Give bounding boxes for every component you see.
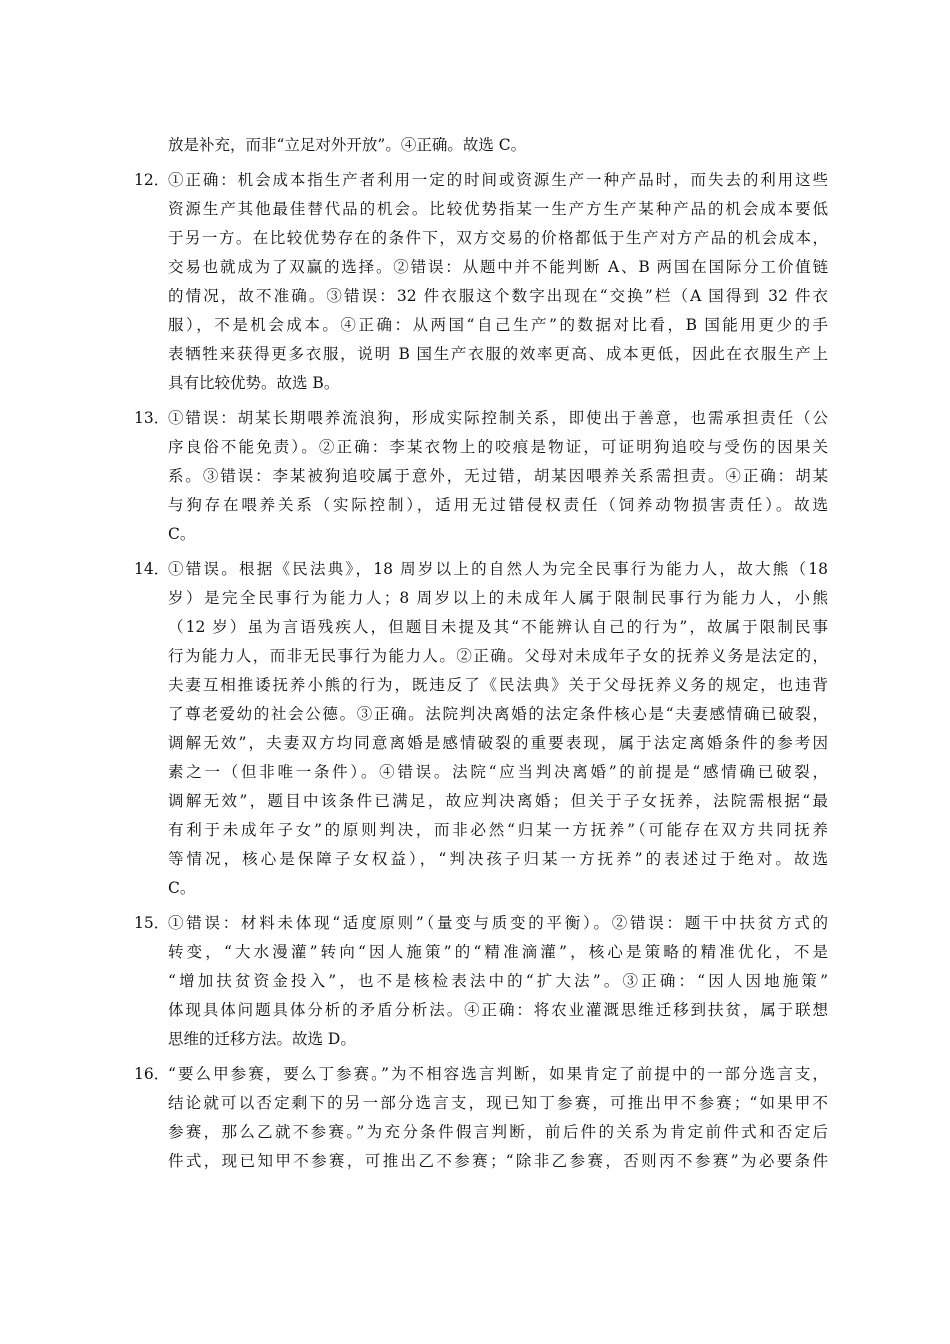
item-line: 件式，现已知甲不参赛，可推出乙不参赛；“除非乙参赛，否则丙不参赛”为必要条件 — [168, 1152, 828, 1170]
item-line: 夫妻互相推诿抚养小熊的行为，既违反了《民法典》关于父母抚养义务的规定，也违背 — [168, 676, 828, 694]
item-line: 交易也就成为了双赢的选择。②错误：从题中并不能判断 A、B 两国在国际分工价值链 — [168, 258, 828, 276]
item-line: 于另一方。在比较优势存在的条件下，双方交易的价格都低于生产对方产品的机会成本， — [168, 229, 828, 247]
item-line: 结论就可以否定剩下的另一部分选言支，现已知丁参赛，可推出甲不参赛；“如果甲不 — [168, 1094, 828, 1112]
item-line: 等情况，核心是保障子女权益），“判决孩子归某一方抚养”的表述过于绝对。故选 — [168, 850, 828, 868]
item-line: 了尊老爱幼的社会公德。③正确。法院判决离婚的法定条件核心是“夫妻感情确已破裂， — [168, 705, 828, 723]
item-line: “增加扶贫资金投入”，也不是核检表法中的“扩大法”。③正确：“因人因地施策” — [168, 972, 828, 990]
item-line: ①错误。根据《民法典》，18 周岁以上的自然人为完全民事行为能力人，故大熊（18 — [168, 560, 828, 578]
item-number: 16． — [134, 1065, 170, 1083]
continuation-line: 放是补充，而非“立足对外开放”。④正确。故选 C。 — [168, 136, 527, 154]
item-line: C。 — [168, 879, 196, 897]
item-line: 序良俗不能免责）。②正确：李某衣物上的咬痕是物证，可证明狗追咬与受伤的因果关 — [168, 438, 828, 456]
item-number: 15． — [134, 914, 170, 932]
item-line: C。 — [168, 525, 196, 543]
item-line: 调解无效”，题目中该条件已满足，故应判决离婚；但关于子女抚养，法院需根据“最 — [168, 792, 828, 810]
item-line: 与狗存在喂养关系（实际控制），适用无过错侵权责任（饲养动物损害责任）。故选 — [168, 496, 828, 514]
item-number: 12． — [134, 171, 170, 189]
item-line: 服），不是机会成本。④正确：从两国“自己生产”的数据对比看，B 国能用更少的手 — [168, 316, 828, 334]
item-line: 调解无效”，夫妻双方均同意离婚是感情破裂的重要表现，属于法定离婚条件的参考因 — [168, 734, 828, 752]
item-line: 的情况，故不准确。③错误：32 件衣服这个数字出现在“交换”栏（A 国得到 32 件衣 — [168, 287, 828, 305]
item-line: ①错误：胡某长期喂养流浪狗，形成实际控制关系，即使出于善意，也需承担责任（公 — [168, 409, 828, 427]
item-line: “要么甲参赛，要么丁参赛。”为不相容选言判断，如果肯定了前提中的一部分选言支， — [168, 1065, 828, 1083]
item-number: 13． — [134, 409, 170, 427]
item-line: ①正确：机会成本指生产者利用一定的时间或资源生产一种产品时，而失去的利用这些 — [168, 171, 828, 189]
item-line: 表牺牲来获得更多衣服，说明 B 国生产衣服的效率更高、成本更低，因此在衣服生产上 — [168, 345, 828, 363]
item-line: 参赛，那么乙就不参赛。”为充分条件假言判断，前后件的关系为肯定前件式和否定后 — [168, 1123, 828, 1141]
item-line: 行为能力人，而非无民事行为能力人。②正确。父母对未成年子女的抚养义务是法定的， — [168, 647, 828, 665]
item-line: 岁）是完全民事行为能力人；8 周岁以上的未成年人属于限制民事行为能力人，小熊 — [168, 589, 828, 607]
item-line: 转变，“大水漫灌”转向“因人施策”的“精准滴灌”，核心是策略的精准优化，不是 — [168, 943, 828, 961]
item-line: ①错误：材料未体现“适度原则”（量变与质变的平衡）。②错误：题干中扶贫方式的 — [168, 914, 828, 932]
item-number: 14． — [134, 560, 170, 578]
item-line: 具有比较优势。故选 B。 — [168, 374, 340, 392]
item-line: 体现具体问题具体分析的矛盾分析法。④正确：将农业灌溉思维迁移到扶贫，属于联想 — [168, 1001, 828, 1019]
item-line: 系。③错误：李某被狗追咬属于意外，无过错，胡某因喂养关系需担责。④正确：胡某 — [168, 467, 828, 485]
item-line: 思维的迁移方法。故选 D。 — [168, 1030, 356, 1048]
item-line: （12 岁）虽为言语残疾人，但题目未提及其“不能辨认自己的行为”，故属于限制民事 — [168, 618, 828, 636]
item-line: 资源生产其他最佳替代品的机会。比较优势指某一生产方生产某种产品的机会成本要低 — [168, 200, 828, 218]
item-line: 有利于未成年子女”的原则判决，而非必然“归某一方抚养”（可能存在双方共同抚养 — [168, 821, 828, 839]
item-line: 素之一（但非唯一条件）。④错误。法院“应当判决离婚”的前提是“感情确已破裂， — [168, 763, 828, 781]
